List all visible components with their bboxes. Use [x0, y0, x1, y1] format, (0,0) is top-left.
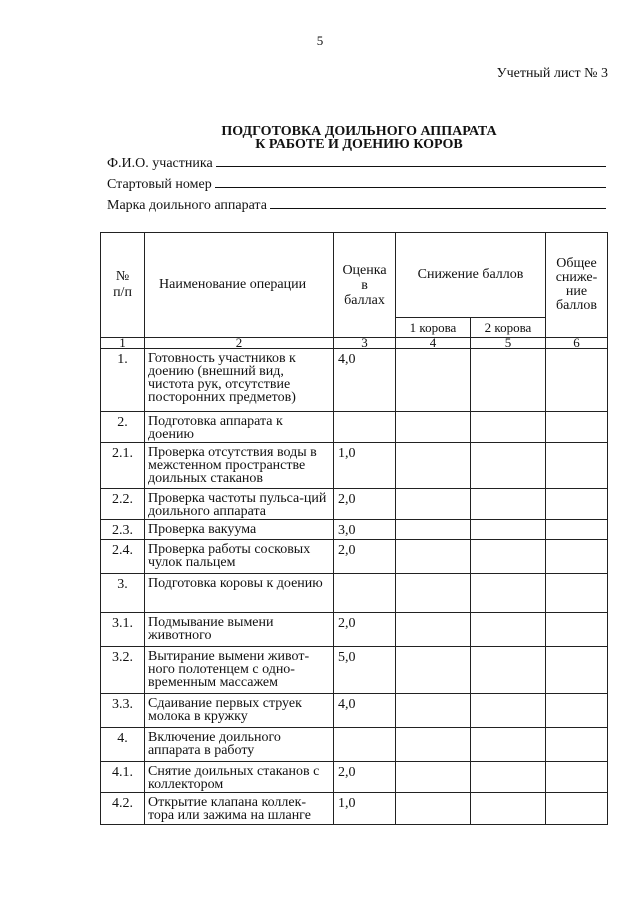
cow-1-reduction-cell[interactable] — [396, 694, 471, 728]
header-total-line-3: ние — [565, 284, 588, 299]
operation-name: Проверка работы сосковых чулок пальцем — [145, 540, 334, 574]
row-number: 2.2. — [101, 489, 145, 520]
row-number: 3. — [101, 574, 145, 613]
table-row — [101, 574, 608, 613]
row-number: 4.1. — [101, 762, 145, 793]
table-row — [101, 540, 608, 574]
row-number: 2.4. — [101, 540, 145, 574]
document-title — [0, 125, 640, 151]
operation-name: Подготовка аппарата к доению — [145, 412, 334, 443]
column-number-2: 2 — [145, 338, 334, 349]
operation-score: 2,0 — [334, 540, 396, 574]
sheet-label: Учетный лист № 3 — [496, 66, 608, 81]
cow-2-reduction-cell[interactable] — [471, 489, 546, 520]
header-no-line-2: п/п — [113, 285, 132, 300]
table-row — [101, 443, 608, 489]
table-row — [101, 694, 608, 728]
operation-name: Проверка отсутствия воды в межстенном пространстве доильных стаканов — [145, 443, 334, 489]
operation-name: Подготовка коровы к доению — [145, 574, 334, 613]
total-reduction-cell[interactable] — [546, 520, 608, 540]
operation-score: 1,0 — [334, 443, 396, 489]
machine-brand-blank-line[interactable] — [270, 196, 606, 209]
operation-name: Включение доильного аппарата в работу — [145, 728, 334, 762]
header-total-line-1: Общее — [556, 256, 597, 271]
table-row — [101, 349, 608, 412]
column-number-5: 5 — [471, 338, 546, 349]
column-number-1: 1 — [101, 338, 145, 349]
cow-2-reduction-cell[interactable] — [471, 443, 546, 489]
operation-name: Готовность участников к доению (внешний вид, чистота рук, отсутствие посторонних предметов) — [145, 349, 334, 412]
cow-1-reduction-cell[interactable] — [396, 762, 471, 793]
page-number: 5 — [316, 33, 324, 48]
table-row — [101, 793, 608, 825]
cow-2-reduction-cell[interactable] — [471, 613, 546, 647]
row-number: 4. — [101, 728, 145, 762]
header-total-line-4: баллов — [555, 298, 598, 313]
operation-name: Вытирание вымени живот-ного полотенцем с одно-временным массажем — [145, 647, 334, 694]
operation-score: 4,0 — [334, 349, 396, 412]
total-reduction-cell[interactable] — [546, 647, 608, 694]
table-row — [101, 520, 608, 540]
total-reduction-cell[interactable] — [546, 540, 608, 574]
total-reduction-cell[interactable] — [546, 574, 608, 613]
cow-1-reduction-cell[interactable] — [396, 520, 471, 540]
cow-2-reduction-cell[interactable] — [471, 728, 546, 762]
cow-2-reduction-cell[interactable] — [471, 412, 546, 443]
total-reduction-cell[interactable] — [546, 613, 608, 647]
cow-1-reduction-cell[interactable] — [396, 728, 471, 762]
table-row — [101, 613, 608, 647]
header-total-line-2: сниже- — [555, 270, 598, 285]
row-number: 3.3. — [101, 694, 145, 728]
header-cow-2: 2 корова — [471, 318, 546, 338]
header-no — [101, 233, 145, 338]
start-number-field — [107, 175, 606, 193]
column-number-4: 4 — [396, 338, 471, 349]
row-number: 1. — [101, 349, 145, 412]
row-number: 2. — [101, 412, 145, 443]
table-row — [101, 647, 608, 694]
operation-name: Проверка частоты пульса-ций доильного аппарата — [145, 489, 334, 520]
cow-1-reduction-cell[interactable] — [396, 540, 471, 574]
cow-1-reduction-cell[interactable] — [396, 613, 471, 647]
operation-score: 3,0 — [334, 520, 396, 540]
cow-2-reduction-cell[interactable] — [471, 540, 546, 574]
header-no-line-1: № — [115, 269, 130, 284]
operation-score: 4,0 — [334, 694, 396, 728]
operation-score: 2,0 — [334, 762, 396, 793]
cow-2-reduction-cell[interactable] — [471, 520, 546, 540]
header-score-line-3: баллах — [344, 292, 385, 308]
table-row — [101, 489, 608, 520]
total-reduction-cell[interactable] — [546, 728, 608, 762]
operation-score: 2,0 — [334, 489, 396, 520]
scoring-table — [100, 232, 608, 825]
machine-brand-field — [107, 196, 606, 214]
cow-2-reduction-cell[interactable] — [471, 694, 546, 728]
cow-1-reduction-cell[interactable] — [396, 647, 471, 694]
header-score-line-2: в — [361, 277, 368, 293]
start-number-blank-line[interactable] — [215, 175, 606, 188]
operation-name: Проверка вакуума — [145, 520, 334, 540]
start-number-label: Стартовый номер — [107, 177, 212, 192]
operation-name: Сдаивание первых струек молока в кружку — [145, 694, 334, 728]
header-operation-name: Наименование операции — [145, 233, 334, 338]
participant-blank-line[interactable] — [216, 154, 606, 167]
operation-name: Открытие клапана коллек-тора или зажима на шланге — [145, 793, 334, 825]
participant-field — [107, 154, 606, 172]
machine-brand-label: Марка доильного аппарата — [107, 198, 267, 213]
table-row — [101, 728, 608, 762]
cow-2-reduction-cell[interactable] — [471, 574, 546, 613]
header-total-reduction — [546, 233, 608, 338]
header-score-line-1: Оценка — [342, 262, 387, 278]
cow-1-reduction-cell[interactable] — [396, 574, 471, 613]
table-row — [101, 412, 608, 443]
operation-score — [334, 574, 396, 613]
column-number-3: 3 — [334, 338, 396, 349]
total-reduction-cell[interactable] — [546, 412, 608, 443]
operation-name: Подмывание вымени животного — [145, 613, 334, 647]
cow-1-reduction-cell[interactable] — [396, 349, 471, 412]
total-reduction-cell[interactable] — [546, 489, 608, 520]
cow-1-reduction-cell[interactable] — [396, 412, 471, 443]
cow-1-reduction-cell[interactable] — [396, 793, 471, 825]
cow-2-reduction-cell[interactable] — [471, 793, 546, 825]
header-reduction: Снижение баллов — [396, 233, 546, 318]
cow-2-reduction-cell[interactable] — [471, 647, 546, 694]
table-row — [101, 762, 608, 793]
row-number: 3.2. — [101, 647, 145, 694]
table-body — [101, 349, 608, 825]
column-number-6: 6 — [546, 338, 608, 349]
row-number: 2.3. — [101, 520, 145, 540]
cow-2-reduction-cell[interactable] — [471, 349, 546, 412]
row-number: 3.1. — [101, 613, 145, 647]
total-reduction-cell[interactable] — [546, 762, 608, 793]
operation-score: 1,0 — [334, 793, 396, 825]
cow-1-reduction-cell[interactable] — [396, 489, 471, 520]
total-reduction-cell[interactable] — [546, 349, 608, 412]
header-cow-1: 1 корова — [396, 318, 471, 338]
participant-label: Ф.И.О. участника — [107, 156, 213, 171]
title-line-1: ПОДГОТОВКА ДОИЛЬНОГО АППАРАТА — [221, 124, 497, 139]
header-score — [334, 233, 396, 338]
operation-score — [334, 412, 396, 443]
operation-name: Снятие доильных стаканов с коллектором — [145, 762, 334, 793]
cow-2-reduction-cell[interactable] — [471, 762, 546, 793]
row-number: 2.1. — [101, 443, 145, 489]
total-reduction-cell[interactable] — [546, 793, 608, 825]
operation-score — [334, 728, 396, 762]
row-number: 4.2. — [101, 793, 145, 825]
operation-score: 5,0 — [334, 647, 396, 694]
total-reduction-cell[interactable] — [546, 694, 608, 728]
total-reduction-cell[interactable] — [546, 443, 608, 489]
cow-1-reduction-cell[interactable] — [396, 443, 471, 489]
operation-score: 2,0 — [334, 613, 396, 647]
title-line-2: К РАБОТЕ И ДОЕНИЮ КОРОВ — [255, 137, 463, 152]
